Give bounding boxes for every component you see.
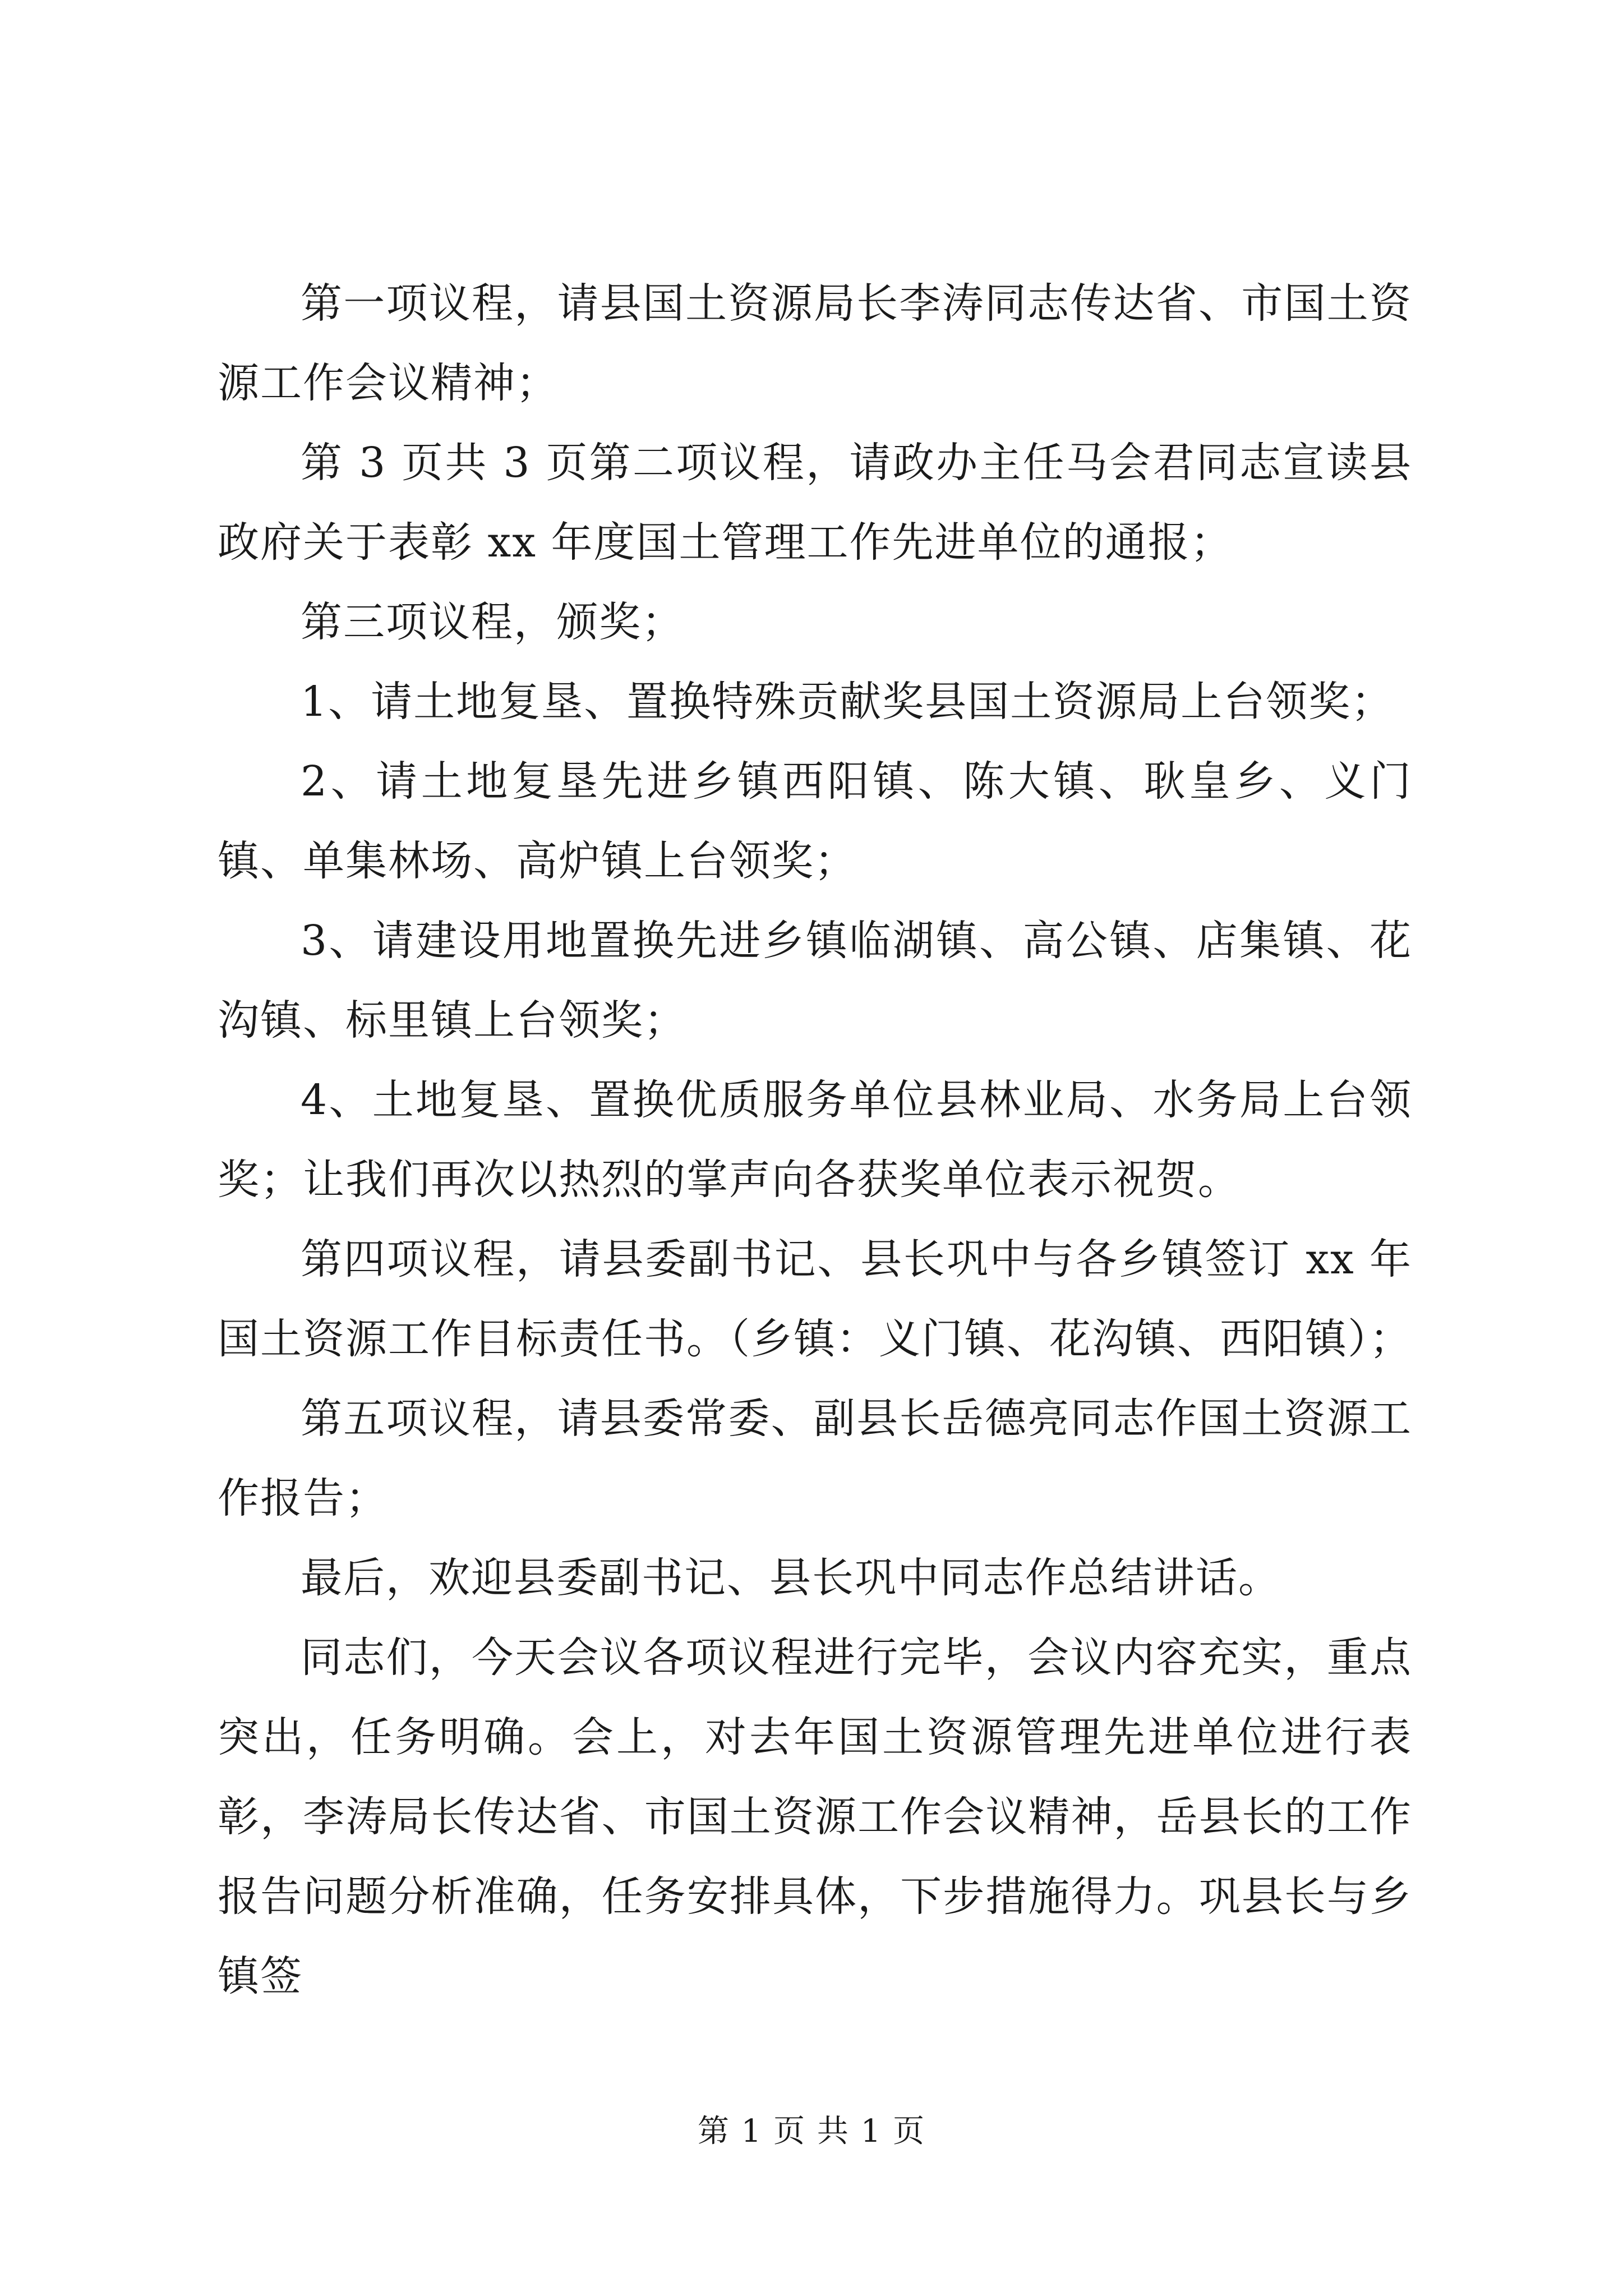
paragraph-award-2: 2、请土地复垦先进乡镇西阳镇、陈大镇、耿皇乡、义门镇、单集林场、高炉镇上台领奖； <box>218 757 1412 885</box>
paragraph-agenda-item-4: 第四项议程，请县委副书记、县长巩中与各乡镇签订 xx 年国土资源工作目标责任书。（乡镇：义门镇、花沟镇、西阳镇）； <box>218 1235 1412 1363</box>
paragraph-agenda-item-2: 第 3 页共 3 页第二项议程，请政办主任马会君同志宣读县政府关于表彰 xx 年度国土管理工作先进单位的通报； <box>218 439 1412 567</box>
paragraph-award-4: 4、土地复垦、置换优质服务单位县林业局、水务局上台领奖；让我们再次以热烈的掌声向各获奖单位表示祝贺。 <box>218 1076 1412 1204</box>
paragraph-summary: 同志们，今天会议各项议程进行完毕，会议内容充实，重点突出，任务明确。会上，对去年国土资源管理先进单位进行表彰，李涛局长传达省、市国土资源工作会议精神，岳县长的工作报告问题分析准确，任务安排具体，下步措施得力。巩县长与乡镇签 <box>218 1634 1412 2000</box>
document-body <box>218 264 1412 2016</box>
page-number-footer: 第 1 页 共 1 页 <box>697 2113 926 2150</box>
paragraph-closing-speech: 最后，欢迎县委副书记、县长巩中同志作总结讲话。 <box>301 1554 1281 1602</box>
paragraph-agenda-item-1: 第一项议程，请县国土资源局长李涛同志传达省、市国土资源工作会议精神； <box>218 279 1412 407</box>
paragraph-agenda-item-5: 第五项议程，请县委常委、副县长岳德亮同志作国土资源工作报告； <box>218 1395 1412 1522</box>
paragraph-award-3: 3、请建设用地置换先进乡镇临湖镇、高公镇、店集镇、花沟镇、标里镇上台领奖； <box>218 917 1412 1045</box>
paragraph-agenda-item-3: 第三项议程，颁奖； <box>301 598 684 646</box>
paragraph-award-1: 1、请土地复垦、置换特殊贡献奖县国土资源局上台领奖； <box>301 678 1394 726</box>
